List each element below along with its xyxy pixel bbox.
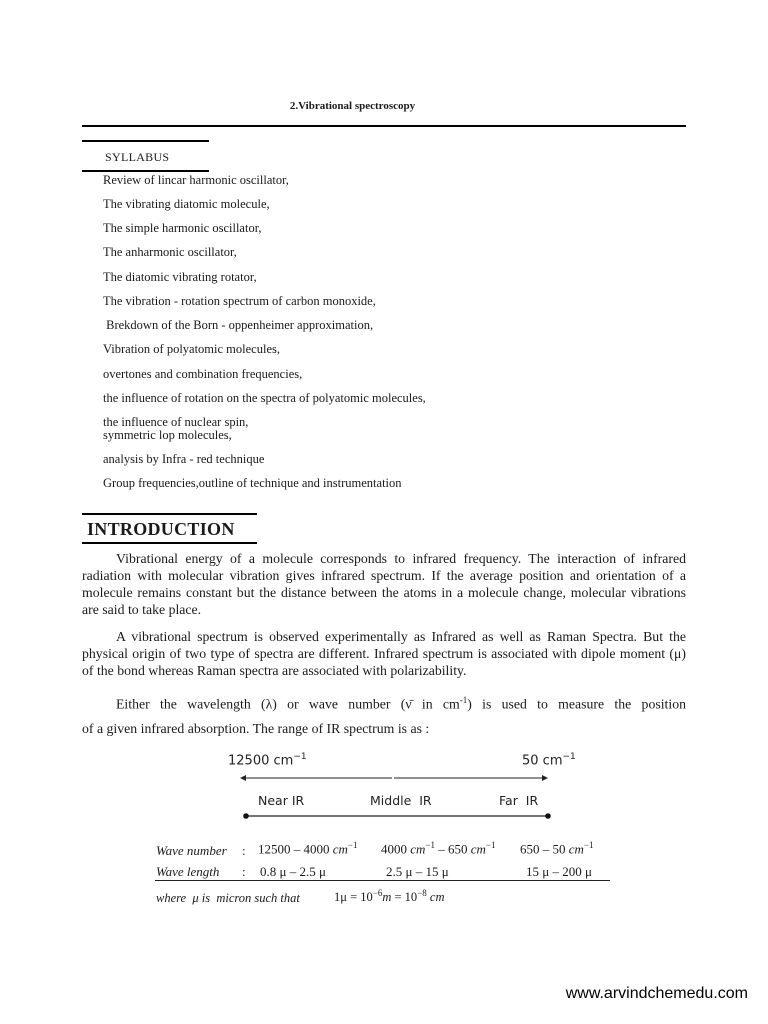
micron-eq-cm: cm (426, 890, 445, 905)
syllabus-item: The vibration - rotation spectrum of carbon monoxide, (103, 294, 376, 308)
syllabus-rule-bottom (82, 170, 209, 172)
range-left-text: 12500 cm (228, 753, 294, 769)
wn-far-value: 650 – 50 (520, 841, 569, 857)
wn-middle-value-b: – 650 (435, 841, 471, 857)
page-header-title: 2.Vibrational spectroscopy (289, 100, 416, 112)
syllabus-item: The diatomic vibrating rotator, (103, 270, 257, 284)
arrowhead-right-icon (542, 775, 548, 781)
range-right-exponent: −1 (562, 752, 576, 762)
wn-far-exponent: −1 (583, 840, 594, 850)
syllabus-rule-top (82, 140, 209, 142)
header-rule (82, 125, 686, 127)
wave-number-label: Wave number (156, 843, 227, 858)
micron-definition-label: where μ is micron such that (156, 891, 300, 905)
wave-length-far: 15 μ – 200 μ (526, 864, 592, 879)
para3-text-b: ) is used to measure the position (467, 696, 687, 712)
range-right-text: 50 cm (522, 753, 563, 769)
range-table-rule (155, 880, 610, 881)
intro-paragraph-3-line-2: of a given infrared absorption. The range of IR spectrum is as : (82, 721, 430, 736)
syllabus-item: the influence of rotation on the spectra of polyatomic molecules, (103, 391, 426, 405)
syllabus-item: Vibration of polyatomic molecules, (103, 342, 280, 356)
range-right-value (522, 752, 576, 768)
region-near-ir: Near IR (258, 793, 305, 808)
wn-middle-unit-a: cm (410, 841, 426, 857)
micron-eq-part-b: = 10 (391, 890, 418, 905)
baseline-dot-left (243, 813, 249, 819)
syllabus-item: analysis by Infra - red technique (103, 452, 265, 466)
wave-length-middle: 2.5 μ – 15 μ (386, 864, 449, 879)
micron-equation (334, 888, 444, 905)
wave-number-far (520, 840, 594, 857)
syllabus-item: Group frequencies,outline of technique and instrumentation (103, 476, 402, 490)
syllabus-item: symmetric lop molecules, (103, 428, 232, 442)
wave-number-near (258, 840, 358, 857)
region-far-ir: Far IR (499, 793, 539, 808)
wn-near-unit: cm (332, 841, 348, 857)
micron-eq-part-a: 1μ = 10 (334, 890, 373, 905)
intro-rule-top (82, 513, 257, 515)
intro-rule-bottom (82, 542, 257, 544)
syllabus-item: The anharmonic oscillator, (103, 245, 237, 259)
wn-middle-value-a: 4000 (381, 841, 411, 857)
intro-paragraph-1: Vibrational energy of a molecule corresponds to infrared frequency. The interaction of infrared radiation with molecular vibration gives infrared spectrum. If the average position and orientation of a molecule remains constant but the distance between the atoms in a molecule change, molecular vibrations are said to take place. (82, 551, 686, 617)
wn-middle-exponent-b: −1 (485, 840, 496, 850)
wave-number-colon: : (242, 843, 246, 858)
intro-paragraph-2: A vibrational spectrum is observed experimentally as Infrared as well as Raman Spectra. But the physical origin of two type of spectra are different. Infrared spectrum is associated with dipole moment (μ) of the bond whereas Raman spectra are associated with polarizability. (82, 629, 686, 678)
wn-middle-exponent-a: −1 (425, 840, 435, 850)
syllabus-item: Review of lincar harmonic oscillator, (103, 173, 289, 187)
range-left-value (228, 752, 307, 768)
syllabus-label: SYLLABUS (105, 150, 170, 164)
wave-number-exponent: -1 (459, 695, 468, 705)
wave-length-colon: : (242, 864, 246, 879)
syllabus-item: The simple harmonic oscillator, (103, 221, 262, 235)
footer-url[interactable]: www.arvindchemedu.com (565, 985, 748, 1002)
syllabus-item: The vibrating diatomic molecule, (103, 197, 270, 211)
introduction-heading: INTRODUCTION (87, 519, 235, 539)
range-left-exponent: −1 (293, 752, 307, 762)
wn-near-exponent: −1 (347, 840, 358, 850)
wave-length-near: 0.8 μ – 2.5 μ (260, 864, 326, 879)
micron-eq-meter: m (382, 890, 392, 905)
syllabus-item: the influence of nuclear spin, (103, 415, 249, 429)
syllabus-item: overtones and combination frequencies, (103, 367, 303, 381)
arrowhead-left-icon (240, 775, 246, 781)
baseline-dot-right (545, 813, 551, 819)
wn-middle-unit-b: cm (470, 841, 486, 857)
syllabus-item: Brekdown of the Born - oppenheimer approximation, (103, 318, 374, 332)
wave-number-symbol: ν̄ in cm (405, 696, 460, 712)
micron-eq-exponent-b: −8 (417, 888, 427, 898)
wave-length-label: Wave length (156, 864, 220, 879)
wave-number-middle (381, 840, 496, 857)
micron-eq-exponent-a: −6 (372, 888, 383, 898)
para3-text-a: Either the wavelength (λ) or wave number ( (116, 696, 406, 712)
wn-far-unit: cm (568, 841, 584, 857)
wn-near-value: 12500 – 4000 (258, 841, 333, 857)
region-middle-ir: Middle IR (370, 793, 432, 808)
intro-paragraph-3-line-1 (82, 695, 686, 713)
